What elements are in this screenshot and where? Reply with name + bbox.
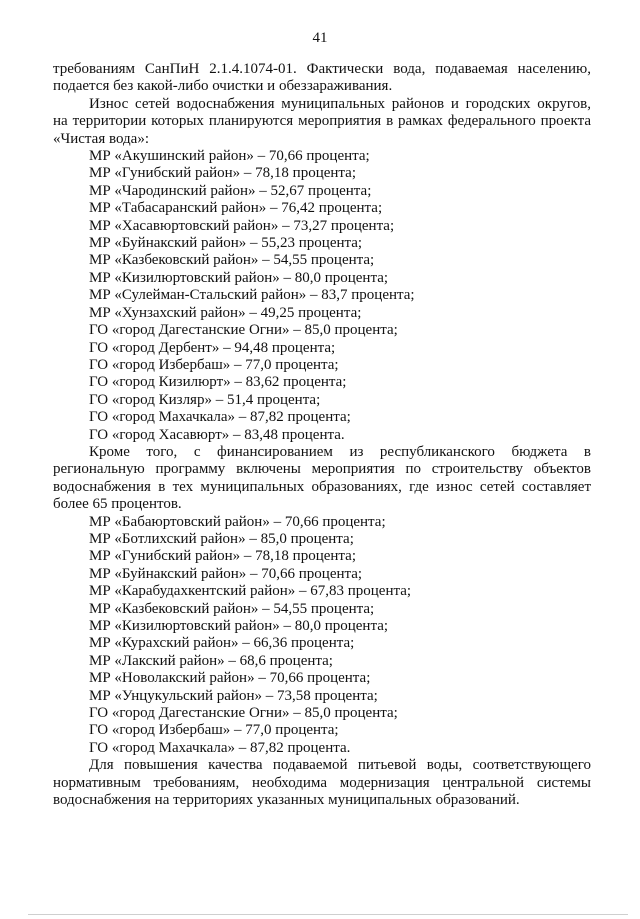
wear-list-regional [53, 514, 591, 758]
text-line: на территории которых планируются мероприятия в рамках федерального проекта [53, 113, 591, 130]
document-body [53, 61, 591, 809]
text-line: Износ сетей водоснабжения муниципальных районов и городских округов, [89, 95, 591, 112]
list-item: МР «Кизилюртовский район» – 80,0 процента; [89, 618, 389, 634]
list-item: ГО «город Дагестанские Огни» – 85,0 процента; [89, 705, 398, 722]
text-line: Кроме того, с финансированием из республиканского бюджета в [89, 443, 591, 460]
list-item: МР «Курахский район» – 66,36 процента; [89, 635, 355, 652]
text-line: региональную программу включены мероприятия по строительству объектов [53, 461, 591, 478]
text-line: водоснабжения на территориях указанных муниципальных образований. [53, 792, 520, 809]
list-item: МР «Гунибский район» – 78,18 процента; [89, 548, 356, 565]
list-item: МР «Новолакский район» – 70,66 процента; [89, 670, 371, 687]
scan-edge-line [28, 914, 628, 915]
list-item: МР «Буйнакский район» – 70,66 процента; [89, 565, 363, 582]
list-item: МР «Гунибский район» – 78,18 процента; [89, 165, 356, 182]
list-item: МР «Казбековский район» – 54,55 процента; [89, 600, 375, 617]
paragraph-sanpin [53, 61, 591, 96]
list-item: ГО «город Избербаш» – 77,0 процента; [89, 722, 339, 739]
list-item: МР «Сулейман-Стальский район» – 83,7 процента; [89, 287, 415, 304]
list-item: ГО «город Кизилюрт» – 83,62 процента; [89, 374, 347, 391]
list-item: МР «Унцукульский район» – 73,58 процента; [89, 687, 378, 704]
text-line: более 65 процентов. [53, 496, 182, 513]
list-item: ГО «город Махачкала» – 87,82 процента; [89, 409, 351, 426]
list-item: МР «Бабаюртовский район» – 70,66 процента; [89, 513, 386, 530]
list-item: ГО «город Кизляр» – 51,4 процента; [89, 391, 321, 408]
list-item: ГО «город Дагестанские Огни» – 85,0 процента; [89, 322, 398, 339]
list-item: ГО «город Избербаш» – 77,0 процента; [89, 356, 339, 373]
text-line: нормативным требованиям, необходима модернизация центральной системы [53, 774, 591, 791]
text-line: водоснабжения в тех муниципальных образованиях, где износ сетей составляет [53, 478, 591, 495]
text-line: подается без какой-либо очистки и обеззараживания. [53, 78, 393, 95]
text-line: «Чистая вода»: [53, 130, 149, 147]
paragraph-network-wear [53, 96, 591, 148]
list-item: МР «Ботлихский район» – 85,0 процента; [89, 530, 354, 547]
list-item: МР «Хасавюртовский район» – 73,27 процента; [89, 217, 395, 234]
list-item: МР «Акушинский район» – 70,66 процента; [89, 148, 370, 165]
paragraph-regional-program [53, 444, 591, 514]
list-item: МР «Казбековский район» – 54,55 процента; [89, 252, 375, 269]
list-item: МР «Лакский район» – 68,6 процента; [89, 652, 333, 669]
list-item: ГО «город Дербент» – 94,48 процента; [89, 339, 336, 356]
paragraph-modernization [53, 757, 591, 809]
list-item: МР «Буйнакский район» – 55,23 процента; [89, 235, 363, 252]
list-item: МР «Чародинский район» – 52,67 процента; [89, 182, 372, 199]
wear-list-federal [53, 148, 591, 444]
list-item: ГО «город Хасавюрт» – 83,48 процента. [89, 426, 345, 443]
text-line: Для повышения качества подаваемой питьевой воды, соответствующего [89, 757, 591, 774]
text-line: требованиям СанПиН 2.1.4.1074-01. Фактически вода, подаваемая населению, [53, 61, 591, 77]
list-item: ГО «город Махачкала» – 87,82 процента. [89, 739, 351, 756]
list-item: МР «Табасаранский район» – 76,42 процента; [89, 200, 383, 217]
page-number: 41 [312, 30, 328, 46]
list-item: МР «Кизилюртовский район» – 80,0 процента; [89, 269, 389, 286]
list-item: МР «Карабудахкентский район» – 67,83 процента; [89, 583, 412, 600]
list-item: МР «Хунзахский район» – 49,25 процента; [89, 304, 362, 321]
